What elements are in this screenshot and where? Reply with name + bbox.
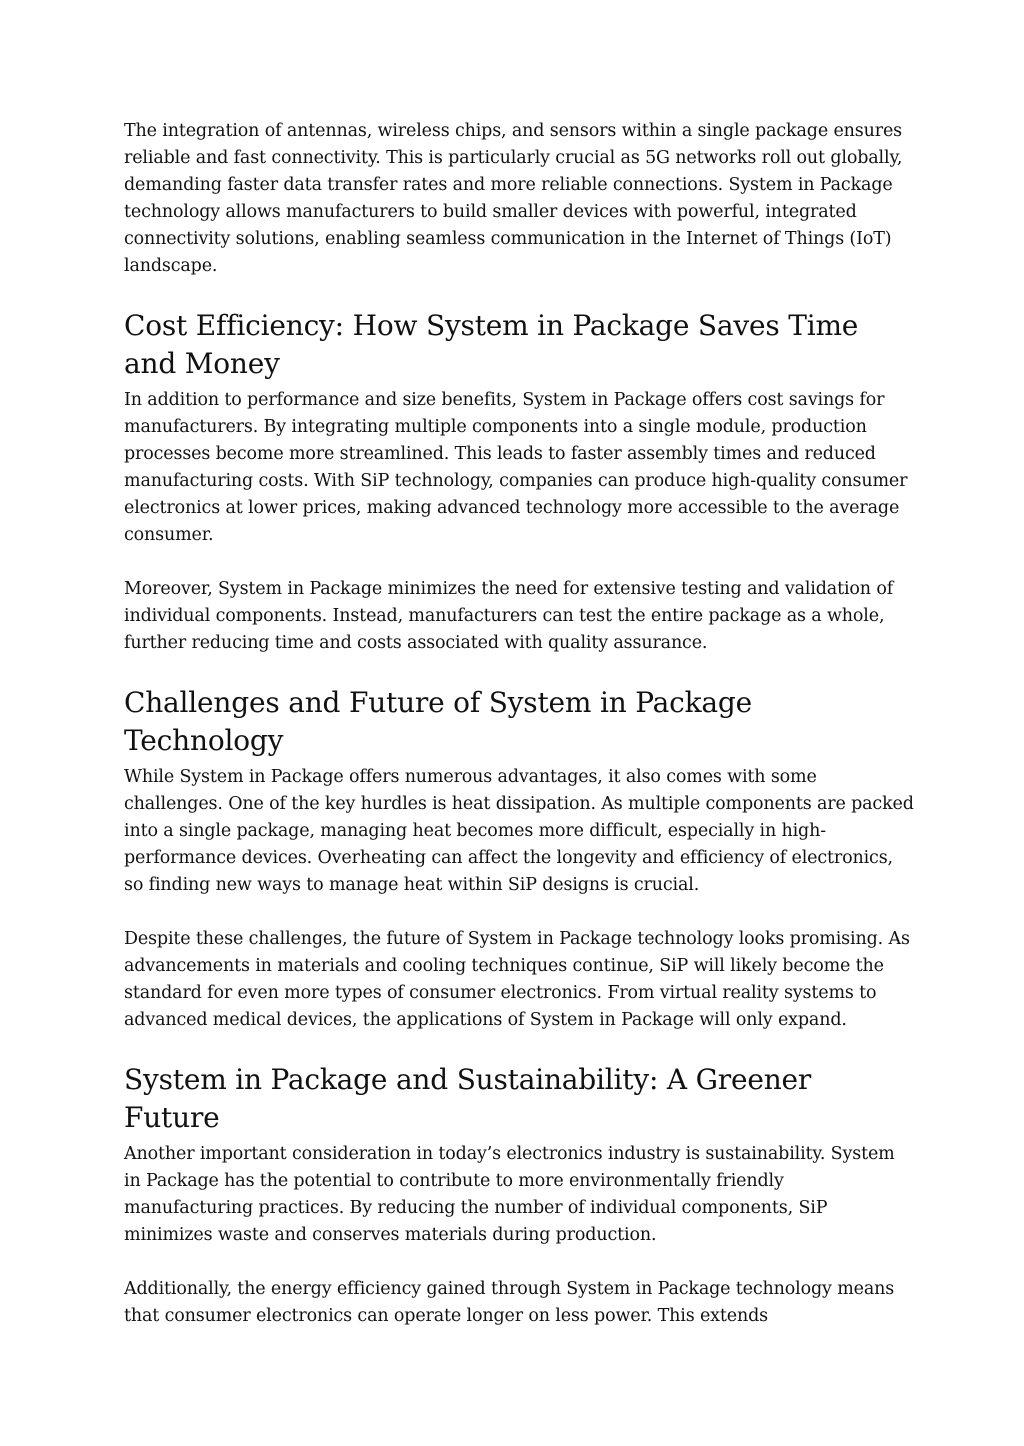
paragraph-sustainability: Another important consideration in today’s electronics industry is sustainability. System in Package has the potential to contribute to more environmentally friendly manufacturing practices. By reducing the number of individual components, SiP minimizes waste and conserves materials during production. (124, 1144, 895, 1245)
heading-sustainability: System in Package and Sustainability: A Greener Future (124, 1063, 812, 1134)
paragraph-connectivity: The integration of antennas, wireless chips, and sensors within a single package ensures reliable and fast connectivity. This is particularly crucial as 5G networks roll out globally, demanding faster data transfer rates and more reliable connections. System in Package technology allows manufacturers to build smaller devices with powerful, integrated connectivity solutions, enabling seamless communication in the Internet of Things (IoT) landscape. (124, 121, 903, 276)
heading-cost-efficiency: Cost Efficiency: How System in Package Saves Time and Money (124, 309, 859, 380)
paragraph-heat-dissipation: While System in Package offers numerous advantages, it also comes with some challenges. One of the key hurdles is heat dissipation. As multiple components are packed into a single package, managing heat becomes more difficult, especially in high-performance devices. Overheating can affect the longevity and efficiency of electronics, so finding new ways to manage heat within SiP designs is crucial. (124, 767, 914, 895)
section-connectivity (124, 118, 914, 280)
section-sustainability (124, 1061, 914, 1330)
heading-challenges: Challenges and Future of System in Package Technology (124, 686, 752, 757)
section-challenges (124, 684, 914, 1034)
paragraph-energy-efficiency: Additionally, the energy efficiency gained through System in Package technology means that consumer electronics can operate longer on less power. This extends (124, 1279, 895, 1326)
paragraph-future: Despite these challenges, the future of System in Package technology looks promising. As advancements in materials and cooling techniques continue, SiP will likely become the standard for even more types of consumer electronics. From virtual reality systems to advanced medical devices, the applications of System in Package will only expand. (124, 929, 910, 1030)
section-cost-efficiency (124, 307, 914, 657)
paragraph-cost-savings: In addition to performance and size benefits, System in Package offers cost savings for manufacturers. By integrating multiple components into a single module, production processes become more streamlined. This leads to faster assembly times and reduced manufacturing costs. With SiP technology, companies can produce high-quality consumer electronics at lower prices, making advanced technology more accessible to the average consumer. (124, 390, 908, 545)
document-page (124, 118, 914, 1357)
paragraph-testing: Moreover, System in Package minimizes the need for extensive testing and validation of individual components. Instead, manufacturers can test the entire package as a whole, further reducing time and costs associated with quality assurance. (124, 579, 894, 653)
